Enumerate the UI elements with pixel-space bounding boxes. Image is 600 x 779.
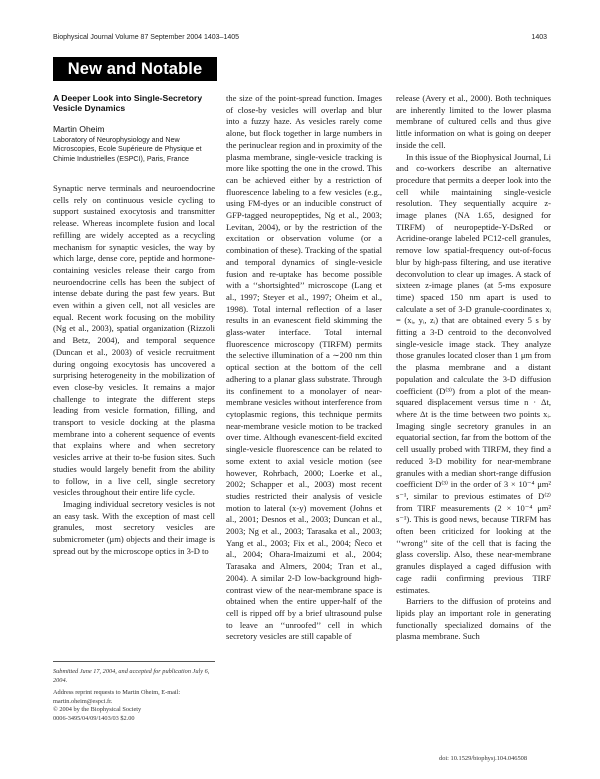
reprint-address: Address reprint requests to Martin Oheim, E-mail: martin.oheim@espci.fr. [53,689,181,705]
paragraph: the size of the point-spread function. Images of close-by vesicles will overlap and blur into a fuzzy haze. As vesicles rarely come alone, but flock together in large numbers in the perinuclear region and in proximity of the plasma membrane, single-vesicle tracking is more like spotting the one in the crowd. This can be achieved either by a restriction of fluorescence labeling to a few vesicles (e.g., using FM-dyes or an inducible construct of GFP-tagged neuropeptides, Ng et al., 2003; Levitan, 2004), or by the restriction of the excitation or observation volume (or a combination of these). Tracking of the spatial and temporal dynamics of single-vesicle fusion and re-uptake has become possible with a ‘‘shortsighted’’ microscope (Lang et al., 1997; Steyer et al., 1997; Oheim et al., 1998). Total internal reflection of a laser results in an evanescent field skimming the glass-water interface. Total internal fluorescence microscopy (TIRFM) permits the selective illumination of a ∼200 nm thin optical section at the bottom of the cell adhering to a planar glass substrate. Through its confinement to a monolayer of near-membrane vesicles without interference from cytoplasmic regions, this technique permits near-membrane vesicle motion to be tracked over time. Although evanescent-field excited single-vesicle fluorescence can be related to some extent to axial vesicle motion (see however, Rohrbach, 2000; Loerke et al., 2002; Schapper et al., 2003) most recent studies restricted their analysis of vesicle motion to lateral (x-y) movement (Johns et al., 2001; Desnos et al., 2003; Duncan et al., 2003; Ng et al., 2003; Tarasaka et al., 2003; Yang et al., 2003; Fix et al., 2004; Ñeco et al., 2004; Ohara-Imaizumi et al., 2004; Tarasaka and Almers, 2004; Tran et al., 2004). A similar 2-D low-background high-contrast view of the near-membrane space is obtained when the entire upper-half of the cell is ripped off by a brief ultrasound pulse to leave an ‘‘unroofed’’ cell in which secretory vesicles are still capable of [226,93,382,642]
paragraph: In this issue of the Biophysical Journal, Li and co-workers describe an alternative procedure that permits a deeper look into the cell while maintaining single-vesicle resolution. They sequentially acquire z-image planes (NA 1.65, designed for TIRFM) of neuropeptide-Y-DsRed or Acridine-orange labeled PC12-cell granules, remove low spatial-frequency out-of-focus blur by high-pass filtering, and use iterative deconvolution to clear up images. A stack of sixteen z-image planes (at 5-ms exposure time) spaced 150 nm apart is used to calculate a set of 3-D granule-coordinates xᵢ = (xᵢ, yᵢ, zᵢ) that are obtained every 5 s by fitting a 3-D centroid to the deconvolved single-vesicle image stack. They analyze those granules located closer than 1 μm from the plasma membrane and a distant population and calculate the 3-D diffusion coefficient (D⁽³⁾) from a plot of the mean-squared displacement versus time n · Δt, where Δt is the time between two points xᵢ. Imaging single secretory granules in an equatorial section, far from the bottom of the cell usually probed with TIRFM, they find a reduced 3-D mobility for near-membrane granules with a median short-range diffusion coefficient D⁽³⁾ in the order of 3 × 10⁻⁴ μm² s⁻¹, similar to previous estimates of D⁽²⁾ from TIRF measurements (2 × 10⁻⁴ μm² s⁻¹). This is good news, because TIRFM has often been criticized for looking at the ‘‘wrong’’ site of the cell that is facing the glass coverslip. Also, these near-membrane granules displayed a caged diffusion with cage radii confirming previous TIRF estimates. [396,151,551,595]
article-title: A Deeper Look into Single-Secretory Vesicle Dynamics [53,93,203,113]
author-affiliation: Laboratory of Neurophysiology and New Microscopies, Ecole Supérieure de Physique et Chimie Industrielles (ESPCI), Paris, France [53,136,202,163]
body-column-3 [396,93,551,643]
article-code: 0006-3495/04/09/1403/03 $2.00 [53,714,135,722]
paragraph: Synaptic nerve terminals and neuroendocrine cells rely on continuous vesicle cycling to support sustained exocytosis and transmitter release. Whereas incomplete fusion and local refilling are widely accepted as a recycling mechanism for synaptic vesicles, the way by which large, dense core, peptide and hormone-containing vesicles release their cargo from neuroendocrine cells has been the subject of intense debate during the past few years. But even within a given cell, not all vesicles are equal. Recent work focusing on the mobility (Ng et al., 2003), spatial organization (Rizzoli and Betz, 2004), and temporal sequence (Duncan et al., 2003) of vesicle recruitment during ongoing exocytosis has uncovered a surprising heterogeneity in the mobilization of even close-by vesicles. It remains a major challenge to integrate the different steps leading from vesicle formation, filling, and transport to vesicle docking at the plasma membrane into a coherent sequence of events that explains where and when secretory vesicles arrive at their to-be fusion sites. Such studies would largely benefit from the ability to follow, in a live cell, single secretory vesicles throughout their entire life cycle. [53,183,215,498]
doi-line: doi: 10.1529/biophysj.104.046508 [439,755,528,762]
page-number: 1403 [531,34,547,41]
paragraph: Barriers to the diffusion of proteins and lipids play an important role in generating functionally specialized domains of the plasma membrane. Such [396,596,551,642]
journal-citation: Biophysical Journal Volume 87 September 2004 1403–1405 [53,34,240,41]
paragraph: Imaging individual secretory vesicles is not an easy task. With the exception of mast cell granules, most secretory vesicles are submicrometer (μm) objects and their image is spread out by the microscope optics in 3-D to [53,498,215,556]
body-column-1 [53,183,215,558]
footnotes [53,661,215,724]
submission-dates: Submitted June 17, 2004, and accepted for publication July 6, 2004. [53,668,210,684]
body-column-2 [226,93,382,643]
paragraph: release (Avery et al., 2000). Both techniques are inherently limited to the lower plasma membrane of cultured cells and thus give little information on what is going on deeper inside the cell. [396,93,551,150]
section-banner: New and Notable [53,57,217,81]
author-name: Martin Oheim [53,124,105,134]
running-head [53,34,547,41]
copyright-line: © 2004 by the Biophysical Society [53,706,142,714]
